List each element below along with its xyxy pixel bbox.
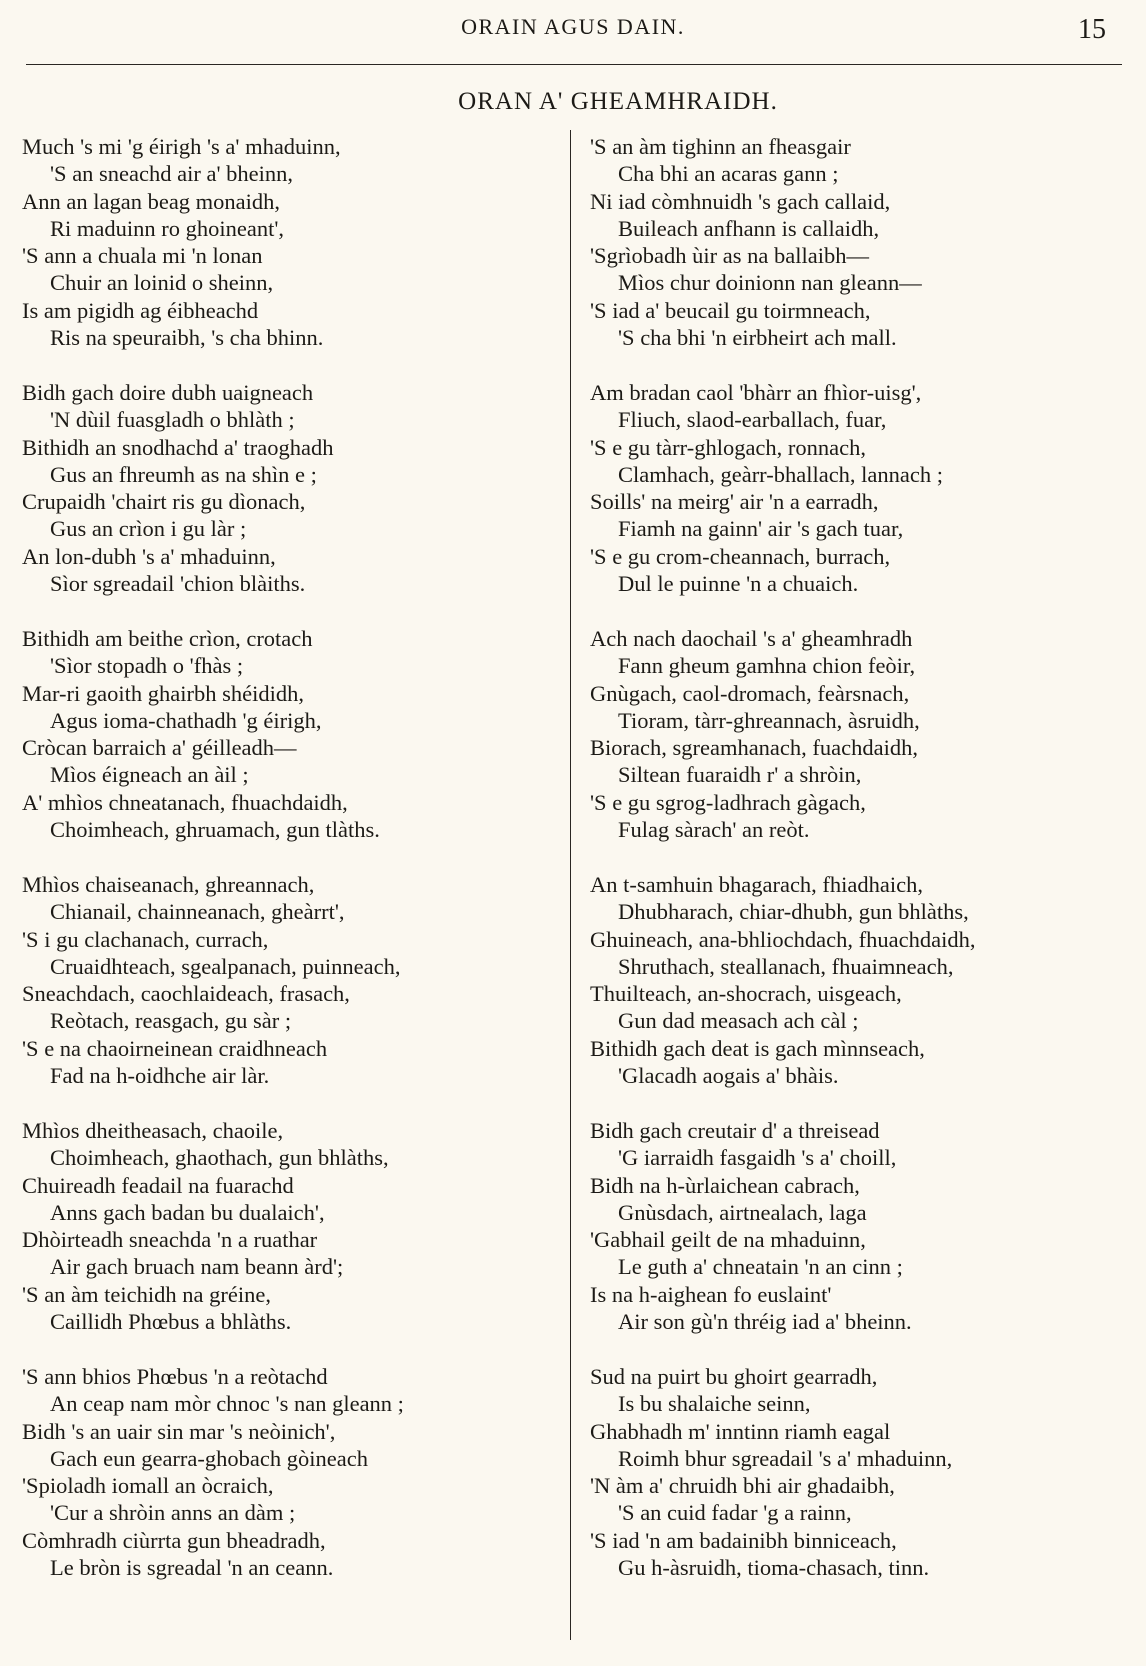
verse-line: Agus ioma-chathadh 'g éirigh, (50, 707, 322, 733)
verse-line: Mhìos chaiseanach, ghreannach, (22, 872, 315, 897)
verse-line: 'S iad 'n am badainibh binniceach, (590, 1527, 897, 1553)
verse-line: 'Sìor stopadh o 'fhàs ; (50, 653, 244, 679)
page-number: 15 (1078, 14, 1106, 45)
verse-line: An t-samhuin bhagarach, fhiadhaich, (590, 872, 924, 897)
verse-line: 'S i gu clachanach, currach, (22, 926, 269, 952)
verse-line: Is am pigidh ag éibheachd (22, 297, 259, 323)
left-stanza-4 (22, 871, 562, 1089)
verse-line: Reòtach, reasgach, gu sàr ; (50, 1008, 292, 1034)
verse-line: Ach nach daochail 's a' gheamhradh (590, 626, 913, 651)
verse-line: Ri maduinn ro ghoineant', (50, 215, 285, 241)
verse-line: Mar-ri gaoith ghairbh shéididh, (22, 680, 304, 706)
right-stanza-1 (590, 133, 1130, 351)
verse-line: 'S e gu crom-cheannach, burrach, (590, 543, 891, 569)
verse-line: Fliuch, slaod-earballach, fuar, (618, 407, 887, 433)
verse-line: Le guth a' chneatain 'n an cinn ; (618, 1254, 903, 1280)
left-stanza-3 (22, 625, 562, 843)
verse-line: Ann an lagan beag monaidh, (22, 188, 281, 214)
verse-line: Is bu shalaiche seinn, (618, 1391, 811, 1417)
verse-line: Choimheach, ghaothach, gun bhlàths, (50, 1145, 389, 1171)
left-stanza-1 (22, 133, 562, 351)
verse-line: Mìos chur doinionn nan gleann— (618, 270, 922, 296)
verse-line: Ghabhadh m' inntinn riamh eagal (590, 1418, 891, 1444)
verse-line: Mhìos dheitheasach, chaoile, (22, 1118, 284, 1143)
verse-line: Chuireadh feadail na fuarachd (22, 1172, 294, 1198)
verse-line: Roimh bhur sgreadail 's a' mhaduinn, (618, 1445, 953, 1471)
header-rule (26, 64, 1122, 65)
verse-line: 'Glacadh aogais a' bhàis. (618, 1063, 839, 1089)
verse-line: Anns gach badan bu dualaich', (50, 1199, 325, 1225)
left-stanza-5 (22, 1117, 562, 1335)
verse-line: Bidh 's an uair sin mar 's neòinich', (22, 1418, 336, 1444)
verse-line: Fad na h-oidhche air làr. (50, 1063, 270, 1089)
verse-line: Thuilteach, an-shocrach, uisgeach, (590, 981, 902, 1007)
verse-line: Mìos éigneach an àil ; (50, 762, 249, 788)
verse-line: Caillidh Phœbus a bhlàths. (50, 1309, 292, 1335)
verse-line: 'Cur a shròin anns an dàm ; (50, 1500, 296, 1526)
verse-line: Bithidh gach deat is gach mìnnseach, (590, 1035, 925, 1061)
left-stanza-2 (22, 379, 562, 597)
verse-line: Gun dad measach ach càl ; (618, 1008, 859, 1034)
verse-line: Bithidh an snodhachd a' traoghadh (22, 434, 334, 460)
verse-line: Fiamh na gainn' air 's gach tuar, (618, 516, 904, 542)
right-stanza-4 (590, 871, 1130, 1089)
verse-line: Siltean fuaraidh r' a shròin, (618, 762, 862, 788)
verse-line: Soills' na meirg' air 'n a earradh, (590, 489, 879, 515)
verse-line: Air son gù'n thréig iad a' bheinn. (618, 1309, 912, 1335)
verse-line: 'S an àm teichidh na gréine, (22, 1281, 271, 1307)
verse-line: Sud na puirt bu ghoirt gearradh, (590, 1364, 878, 1389)
verse-line: Biorach, sgreamhanach, fuachdaidh, (590, 735, 918, 761)
verse-line: Much 's mi 'g éirigh 's a' mhaduinn, (22, 134, 341, 159)
verse-line: 'S an cuid fadar 'g a rainn, (618, 1500, 852, 1526)
verse-line: 'Spioladh iomall an òcraich, (22, 1473, 274, 1499)
verse-line: 'S an àm tighinn an fheasgair (590, 134, 851, 159)
verse-line: Gnùgach, caol-dromach, feàrsnach, (590, 680, 910, 706)
right-stanza-2 (590, 379, 1130, 597)
verse-line: 'S e gu tàrr-ghlogach, ronnach, (590, 434, 867, 460)
verse-line: Dhòirteadh sneachda 'n a ruathar (22, 1227, 318, 1253)
verse-line: Ghuineach, ana-bhliochdach, fhuachdaidh, (590, 926, 976, 952)
verse-line: Bithidh am beithe crìon, crotach (22, 626, 313, 651)
verse-line: Shruthach, steallanach, fhuaimneach, (618, 953, 954, 979)
verse-line: Gus an fhreumh as na shìn e ; (50, 461, 317, 487)
running-title: ORAIN AGUS DAIN. (461, 14, 685, 39)
verse-line: 'S e gu sgrog-ladhrach gàgach, (590, 789, 866, 815)
verse-line: 'G iarraidh fasgaidh 's a' choill, (618, 1145, 897, 1171)
verse-line: 'Sgrìobadh ùir as na ballaibh— (590, 243, 869, 269)
verse-line: 'Gabhail geilt de na mhaduinn, (590, 1227, 866, 1253)
verse-line: Gach eun gearra-ghobach gòineach (50, 1445, 368, 1471)
verse-line: Gus an crìon i gu làr ; (50, 516, 247, 542)
verse-line: Cròcan barraich a' géilleadh— (22, 735, 297, 761)
left-stanza-6 (22, 1363, 562, 1581)
verse-line: Cruaidhteach, sgealpanach, puinneach, (50, 953, 401, 979)
verse-line: 'S cha bhi 'n eirbheirt ach mall. (618, 325, 897, 351)
verse-line: Clamhach, geàrr-bhallach, lannach ; (618, 461, 944, 487)
verse-line: 'N àm a' chruidh bhi air ghadaibh, (590, 1473, 895, 1499)
verse-line: Am bradan caol 'bhàrr an fhìor-uisg', (590, 380, 922, 405)
verse-line: Bidh na h-ùrlaichean cabrach, (590, 1172, 860, 1198)
verse-line: Gu h-àsruidh, tioma-chasach, tinn. (618, 1555, 930, 1581)
verse-line: An lon-dubh 's a' mhaduinn, (22, 543, 276, 569)
verse-line: An ceap nam mòr chnoc 's nan gleann ; (50, 1391, 404, 1417)
verse-line: 'S ann bhios Phœbus 'n a reòtachd (22, 1364, 328, 1389)
verse-line: Dhubharach, chiar-dhubh, gun bhlàths, (618, 899, 969, 925)
verse-line: Sneachdach, caochlaideach, frasach, (22, 981, 350, 1007)
verse-line: Le bròn is sgreadal 'n an ceann. (50, 1555, 334, 1581)
verse-line: Chuir an loinid o sheinn, (50, 270, 274, 296)
poem-title: ORAN A' GHEAMHRAIDH. (458, 88, 778, 115)
verse-line: A' mhìos chneatanach, fhuachdaidh, (22, 789, 348, 815)
verse-line: Chianail, chainneanach, gheàrrt', (50, 899, 345, 925)
verse-line: Air gach bruach nam beann àrd'; (50, 1254, 344, 1280)
verse-line: Fulag sàrach' an reòt. (618, 817, 810, 843)
verse-line: 'N dùil fuasgladh o bhlàth ; (50, 407, 295, 433)
verse-line: Crupaidh 'chairt ris gu dìonach, (22, 489, 306, 515)
column-divider (570, 130, 571, 1640)
verse-line: Cha bhi an acaras gann ; (618, 161, 839, 187)
verse-line: 'S an sneachd air a' bheinn, (50, 161, 294, 187)
verse-line: Dul le puinne 'n a chuaich. (618, 571, 859, 597)
verse-line: Tioram, tàrr-ghreannach, àsruidh, (618, 707, 920, 733)
verse-line: 'S e na chaoirneinean craidhneach (22, 1035, 328, 1061)
verse-line: Còmhradh ciùrrta gun bheadradh, (22, 1527, 326, 1553)
verse-line: Bidh gach doire dubh uaigneach (22, 380, 314, 405)
verse-line: Gnùsdach, airtnealach, laga (618, 1199, 867, 1225)
right-stanza-6 (590, 1363, 1130, 1581)
verse-line: Bidh gach creutair d' a threisead (590, 1118, 880, 1143)
verse-line: Sìor sgreadail 'chion blàiths. (50, 571, 306, 597)
right-stanza-3 (590, 625, 1130, 843)
verse-line: Ris na speuraibh, 's cha bhinn. (50, 325, 324, 351)
verse-line: Ni iad còmhnuidh 's gach callaid, (590, 188, 891, 214)
verse-line: Choimheach, ghruamach, gun tlàths. (50, 817, 380, 843)
verse-line: 'S iad a' beucail gu toirmneach, (590, 297, 871, 323)
verse-line: Fann gheum gamhna chion feòir, (618, 653, 916, 679)
verse-line: Is na h-aighean fo euslaint' (590, 1281, 832, 1307)
verse-line: Buileach anfhann is callaidh, (618, 215, 880, 241)
verse-line: 'S ann a chuala mi 'n lonan (22, 243, 263, 269)
right-stanza-5 (590, 1117, 1130, 1335)
